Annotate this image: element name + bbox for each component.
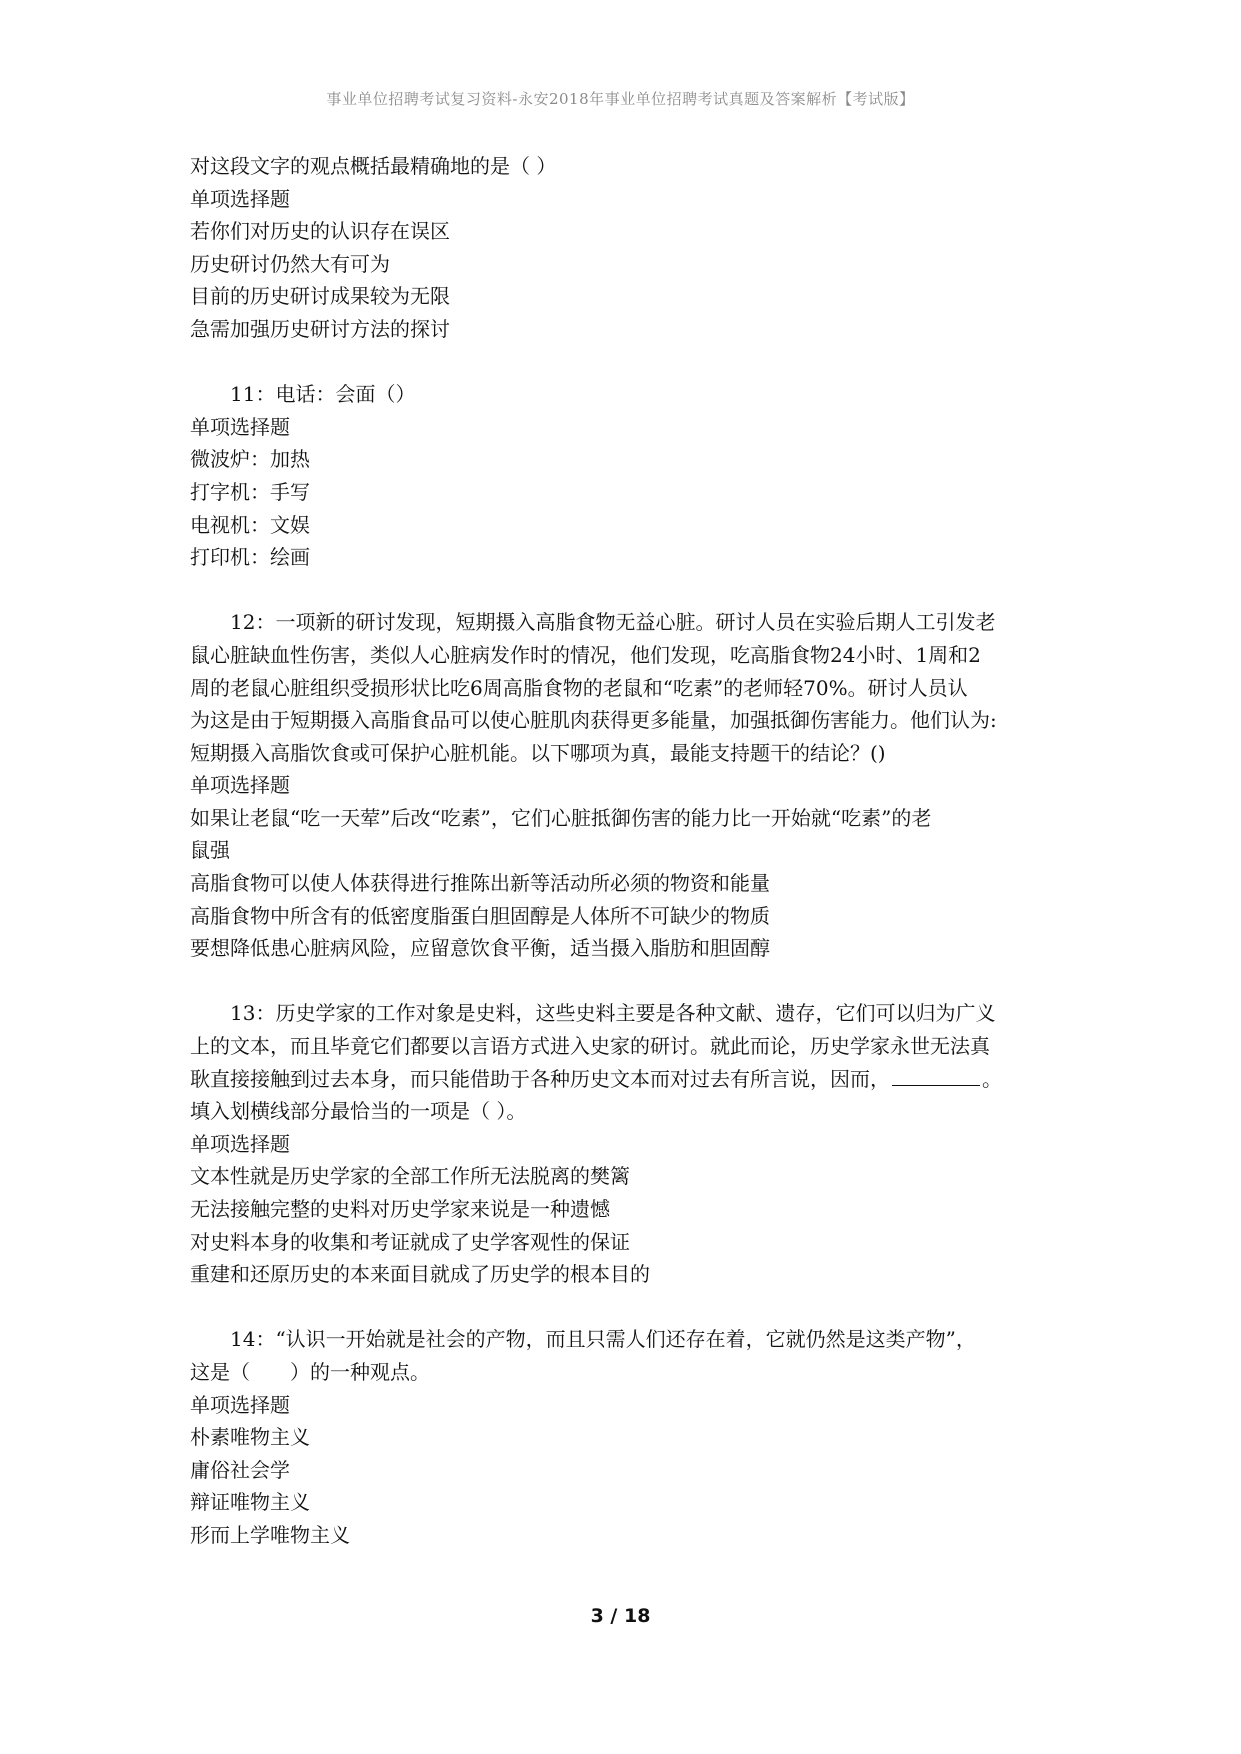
question-stem-line-1: 12：一项新的研讨发现，短期摄入高脂食物无益心脏。研讨人员在实验后期人工引发老 [230,610,996,635]
option-d: 急需加强历史研讨方法的探讨 [190,316,450,341]
option-d: 形而上学唯物主义 [190,1522,350,1547]
option-a-line-2: 鼠强 [190,838,230,863]
question-type: 单项选择题 [190,1131,290,1156]
option-d: 重建和还原历史的本来面目就成了历史学的根本目的 [190,1262,650,1287]
question-11 [190,378,1070,574]
page-number: 3 / 18 [590,1605,651,1627]
option-c: 目前的历史研讨成果较为无限 [190,284,450,309]
option-b: 高脂食物可以使人体获得进行推陈出新等活动所必须的物资和能量 [190,871,770,896]
option-c: 高脂食物中所含有的低密度脂蛋白胆固醇是人体所不可缺少的物质 [190,903,770,928]
option-b: 历史研讨仍然大有可为 [190,251,390,276]
fill-blank [892,1065,980,1086]
document-body [190,150,1070,1584]
question-type: 单项选择题 [190,773,290,798]
question-stem-line-1: 13：历史学家的工作对象是史料，这些史料主要是各种文献、遗存，它们可以归为广义 [230,1001,996,1026]
option-c: 对史料本身的收集和考证就成了史学客观性的保证 [190,1229,630,1254]
question-stem-line-3: 周的老鼠心脏组织受损形状比吃6周高脂食物的老鼠和“吃素”的老师轻70%。研讨人员认 [190,675,968,700]
option-a: 微波炉：加热 [190,447,310,472]
stem-after-blank: 。 [982,1066,1002,1091]
question-type: 单项选择题 [190,186,290,211]
question-stem-line-2: 上的文本，而且毕竟它们都要以言语方式进入史家的研讨。就此而论，历史学家永世无法真 [190,1034,990,1059]
question-stem-line-4: 为这是由于短期摄入高脂食品可以使心脏肌肉获得更多能量，加强抵御伤害能力。他们认为: [190,708,997,733]
option-b: 打字机：手写 [190,479,310,504]
option-c: 电视机：文娱 [190,512,310,537]
option-b: 庸俗社会学 [190,1457,290,1482]
question-stem-line-1: 14：“认识一开始就是社会的产物，而且只需人们还存在着，它就仍然是这类产物”， [230,1327,976,1352]
question-stem-line-4: 填入划横线部分最恰当的一项是（ ）。 [190,1099,527,1124]
question-stem-line-3 [190,1063,1070,1096]
page-header: 事业单位招聘考试复习资料-永安2018年事业单位招聘考试真题及答案解析【考试版】 [326,90,915,108]
question-stem: 11：电话：会面（） [230,382,416,407]
option-a-line-1: 如果让老鼠“吃一天荤”后改“吃素”，它们心脏抵御伤害的能力比一开始就“吃素”的老 [190,805,932,830]
question-type: 单项选择题 [190,1392,290,1417]
option-c: 辩证唯物主义 [190,1490,310,1515]
question-14 [190,1323,1070,1551]
option-d: 打印机：绘画 [190,545,310,570]
option-d: 要想降低患心脏病风险，应留意饮食平衡，适当摄入脂肪和胆固醇 [190,936,770,961]
question-stem-line-5: 短期摄入高脂饮食或可保护心脏机能。以下哪项为真，最能支持题干的结论？() [190,740,886,765]
question-stem: 对这段文字的观点概括最精确地的是（ ） [190,154,557,178]
question-10-tail [190,150,1070,346]
option-a: 文本性就是历史学家的全部工作所无法脱离的樊篱 [190,1164,630,1189]
option-b: 无法接触完整的史料对历史学家来说是一种遗憾 [190,1197,610,1221]
option-a: 若你们对历史的认识存在误区 [190,219,450,244]
question-13 [190,997,1070,1290]
option-a: 朴素唯物主义 [190,1425,310,1450]
question-stem-line-2: 鼠心脏缺血性伤害，类似人心脏病发作时的情况，他们发现，吃高脂食物24小时、1周和2 [190,642,981,667]
question-12 [190,606,1070,965]
question-stem-line-2: 这是（ ）的一种观点。 [190,1359,430,1384]
stem-before-blank: 耿直接接触到过去本身，而只能借助于各种历史文本而对过去有所言说，因而， [190,1066,890,1091]
question-type: 单项选择题 [190,414,290,439]
